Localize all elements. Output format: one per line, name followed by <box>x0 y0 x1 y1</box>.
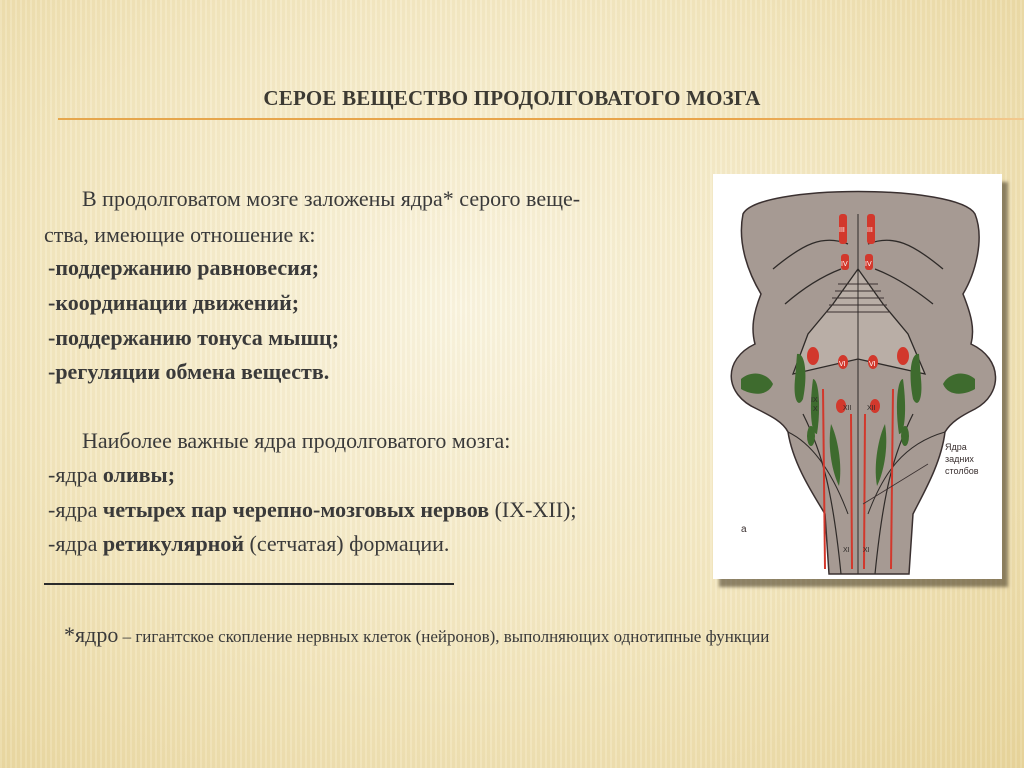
nerve-label: III <box>839 227 845 234</box>
nerve-label: XI <box>863 547 870 554</box>
nucleus-item <box>48 462 175 488</box>
footnote-term: *ядро <box>64 622 119 647</box>
nerve-label: XI <box>843 547 850 554</box>
slide-title: СЕРОЕ ВЕЩЕСТВО ПРОДОЛГОВАТОГО МОЗГА <box>263 86 761 110</box>
function-item: -поддержанию тонуса мышц; <box>48 325 340 350</box>
nucleus-suffix: (сетчатая) формации. <box>244 531 450 556</box>
nucleus-item <box>48 497 576 523</box>
intro-line-1: В продолговатом мозге заложены ядра* серого веще- <box>82 186 581 211</box>
footnote <box>64 622 769 648</box>
nerve-label: VI <box>839 361 846 368</box>
figure-label-line-3: столбов <box>945 466 979 476</box>
intro-line-2: ства, имеющие отношение к: <box>44 222 316 247</box>
brainstem-diagram <box>713 174 1002 579</box>
nerve-label: IV <box>865 261 872 268</box>
nucleus-prefix: -ядра <box>48 497 103 522</box>
figure-label-line-2: задних <box>945 454 974 464</box>
nerve-label: IX <box>811 397 818 404</box>
footnote-separator <box>44 583 454 585</box>
title-divider <box>58 118 1024 120</box>
nerve-label: III <box>867 227 873 234</box>
nucleus-prefix: -ядра <box>48 462 103 487</box>
brainstem-illustration <box>713 174 1002 579</box>
function-item: -поддержанию равновесия; <box>48 255 320 280</box>
nuclei-heading: Наиболее важные ядра продолговатого мозга: <box>82 428 511 453</box>
function-item: -регуляции обмена веществ. <box>48 359 330 384</box>
figure-letter: а <box>741 524 747 535</box>
footnote-text: – гигантское скопление нервных клеток (нейронов), выполняющих однотипные функции <box>118 627 770 646</box>
nerve-label: VI <box>869 361 876 368</box>
nerve-label: XII <box>867 405 876 412</box>
function-item: -координации движений; <box>48 290 300 315</box>
nerve-label: IV <box>841 261 848 268</box>
nerve-label: XII <box>843 405 852 412</box>
nucleus-bold: четырех пар черепно-мозговых нервов <box>102 497 490 522</box>
figure-label-line-1: Ядра <box>945 442 967 452</box>
nerve-label: X <box>813 406 818 413</box>
nucleus-bold: оливы; <box>102 462 176 487</box>
nucleus-prefix: -ядра <box>48 531 103 556</box>
nucleus-suffix: (IX-XII); <box>489 497 577 522</box>
nucleus-bold: ретикулярной <box>102 531 245 556</box>
nucleus-item <box>48 531 449 557</box>
